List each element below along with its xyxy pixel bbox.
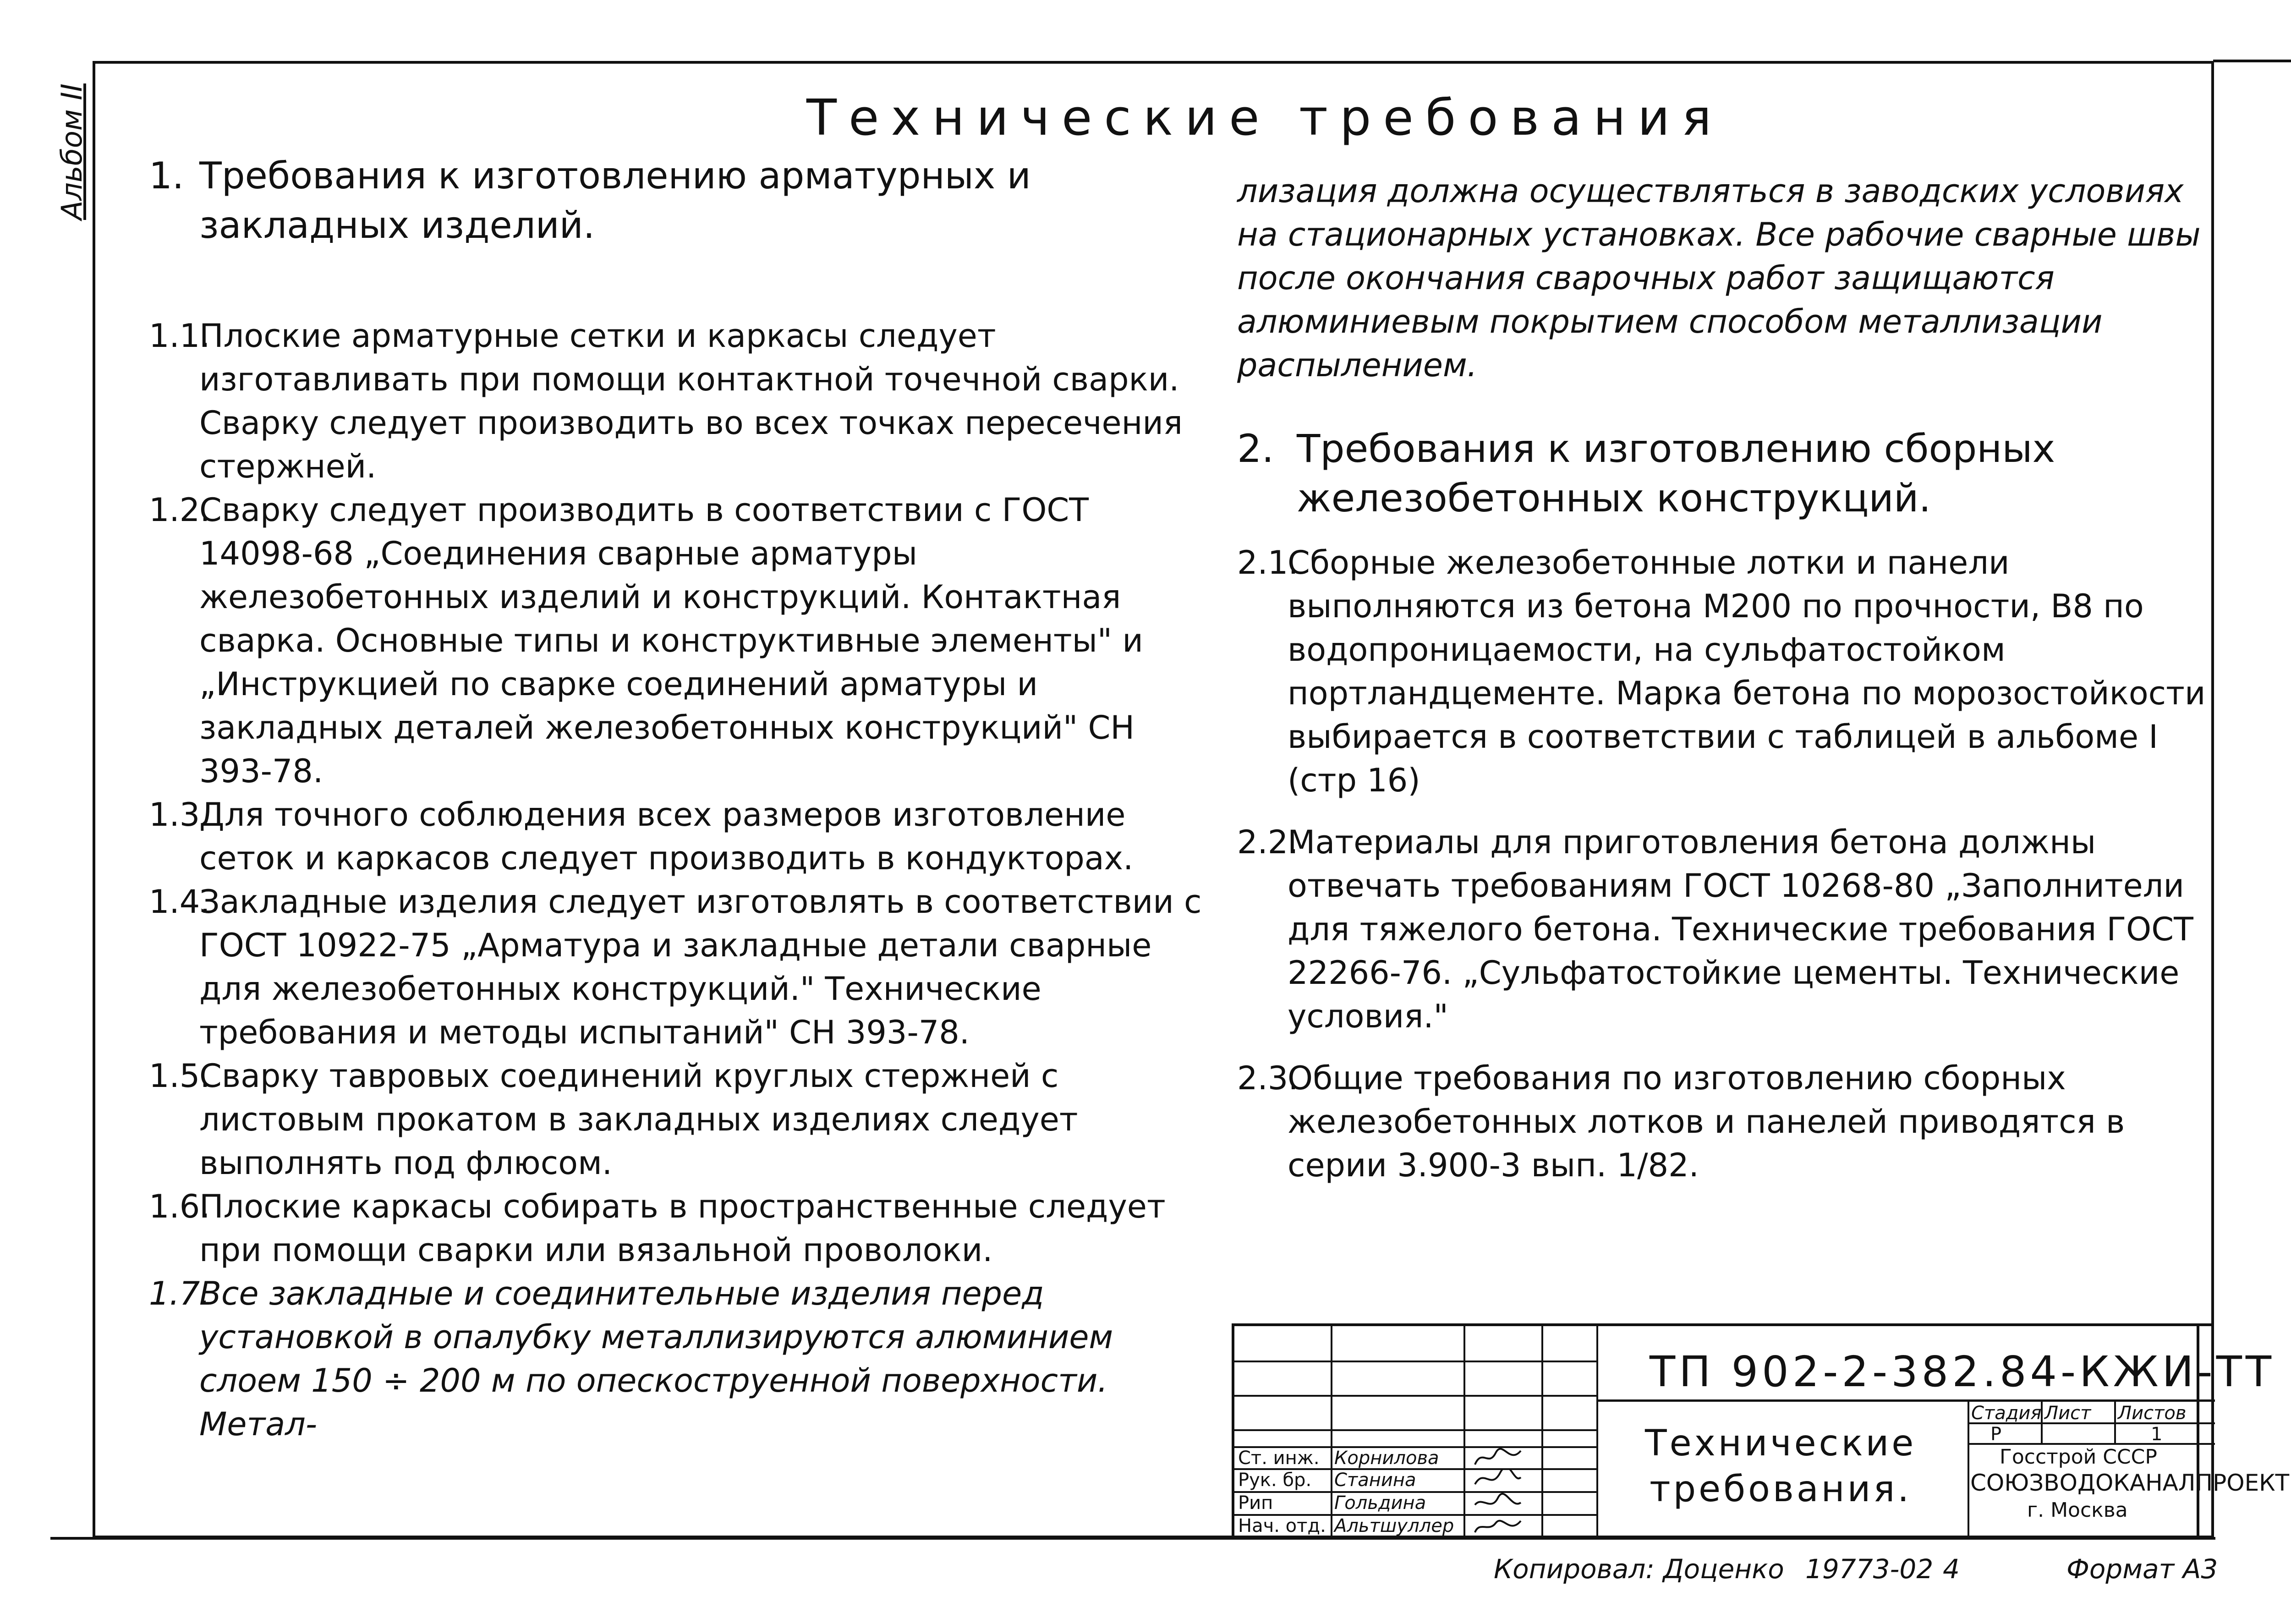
- item-1-2: [149, 488, 1207, 793]
- item-number: 1.5.: [149, 1057, 210, 1095]
- item-1-3: [149, 793, 1207, 880]
- page-title: Технические требования: [806, 89, 1724, 147]
- item-number: 1.1.: [149, 317, 210, 355]
- org-ministry: Госстрой СССР: [2000, 1445, 2157, 1469]
- item-number: 1.6.: [149, 1188, 210, 1225]
- sig-role: Ст. инж.: [1238, 1448, 1320, 1469]
- tb-line: [1234, 1395, 1596, 1397]
- copied-by: Копировал: Доценко: [1494, 1553, 1784, 1585]
- signature-icon: [1473, 1446, 1523, 1469]
- section1-heading-text: Требования к изготовлению арматурных и закладных изделий.: [199, 154, 1031, 247]
- item-text: Закладные изделия следует изготовлять в соответствии с ГОСТ 10922-75 „Арматура и закладные детали сварные для железобетонных конструкций." Технические требования и методы испытаний" СН 393-78.: [199, 883, 1202, 1051]
- album-label: Альбом II: [55, 83, 88, 220]
- item-number: 1.3.: [149, 796, 210, 834]
- stage-header: Стадия: [1971, 1403, 2042, 1424]
- tb-line: [1331, 1326, 1332, 1538]
- item-2-3: [1237, 1057, 2209, 1187]
- document-number: 19773-02: [1805, 1553, 1934, 1585]
- signature-icon: [1473, 1514, 1523, 1537]
- item-number: 1.7.: [149, 1275, 210, 1312]
- sig-name: Корнилова: [1334, 1448, 1439, 1469]
- item-text: Плоские каркасы собирать в пространственные следует при помощи сварки или вязальной проволоки.: [199, 1188, 1166, 1269]
- sig-role: Нач. отд.: [1238, 1515, 1326, 1536]
- document-title-line1: Технические: [1645, 1423, 1917, 1464]
- tb-line: [1968, 1399, 1969, 1538]
- sig-role: Рип: [1238, 1492, 1273, 1514]
- section1-heading: [149, 151, 1207, 250]
- item-text: Общие требования по изготовлению сборных железобетонных лотков и панелей приводятся в серии 3.900-3 вып. 1/82.: [1288, 1059, 2125, 1184]
- tb-line: [1234, 1361, 1596, 1362]
- item-text-continued: Сварку следует производить во всех точках пересечения стержней.: [199, 404, 1183, 485]
- item-number: 1.2.: [149, 491, 210, 529]
- sheet-header: Лист: [2044, 1403, 2091, 1424]
- sheet-format: Формат А3: [2066, 1553, 2218, 1585]
- sheets-value: 1: [2151, 1424, 2163, 1445]
- frame-top-tick: [2213, 60, 2291, 62]
- item-text: Все закладные и соединительные изделия перед установкой в опалубку металлизируются алюминием слоем 150 ÷ 200 м по опескоструенной поверхности. Метал-: [199, 1275, 1113, 1443]
- page-number: 4: [1943, 1553, 1960, 1585]
- item-1-1: [149, 314, 1207, 488]
- tb-line: [1596, 1326, 1598, 1538]
- sig-role: Рук. бр.: [1238, 1470, 1312, 1491]
- signature-icon: [1473, 1491, 1523, 1514]
- org-city: г. Москва: [2027, 1498, 2128, 1522]
- sig-name: Гольдина: [1334, 1492, 1426, 1514]
- org-institute: СОЮЗВОДОКАНАЛПРОЕКТ: [1970, 1470, 2290, 1496]
- stage-value: Р: [1990, 1424, 2002, 1445]
- item-text: Материалы для приготовления бетона должны отвечать требованиям ГОСТ 10268-80 „Заполнители для тяжелого бетона. Технические требования ГОСТ 22266-76. „Сульфатостойкие цементы. Технические условия.": [1288, 823, 2193, 1035]
- section2-heading-text: Требования к изготовлению сборных железобетонных конструкций.: [1297, 426, 2055, 521]
- document-title-line2: требования.: [1650, 1469, 1912, 1510]
- item-1-5: [149, 1054, 1207, 1185]
- item-number: 2.3.: [1237, 1059, 1299, 1097]
- item-text: Сборные железобетонные лотки и панели выполняются из бетона М200 по прочности, В8 по водопроницаемости, на сульфатостойком портландцементе. Марка бетона по морозостойкости выбирается в соответствии с таблицей в альбоме I (стр 16): [1288, 544, 2206, 799]
- item-2-1: [1237, 541, 2209, 802]
- tb-line: [1463, 1326, 1465, 1538]
- item-text: Плоские арматурные сетки и каркасы следует изготавливать при помощи контактной точечной сварки.: [199, 317, 1179, 398]
- item-text: Сварку тавровых соединений круглых стержней с листовым прокатом в закладных изделиях следует выполнять под флюсом.: [199, 1057, 1078, 1182]
- sig-name: Альтшуллер: [1334, 1515, 1454, 1536]
- tb-line: [1968, 1443, 2215, 1445]
- item-text: Сварку следует производить в соответствии с ГОСТ 14098-68 „Соединения сварные арматуры железобетонных изделий и конструкций. Контактная сварка. Основные типы и конструктивные элементы" и „Инструкцией по сварке соединений арматуры и закладных деталей железобетонных конструкций" СН 393-78.: [199, 491, 1143, 790]
- document-code: ТП 902-2-382.84-КЖИ-ТТ: [1650, 1347, 2275, 1396]
- sheets-header: Листов: [2118, 1403, 2187, 1424]
- item-2-2: [1237, 821, 2209, 1038]
- sig-name: Станина: [1334, 1470, 1416, 1491]
- tb-line: [1596, 1399, 2215, 1402]
- item-number: 1.4.: [149, 883, 210, 921]
- left-column: [149, 151, 1207, 1446]
- item-number: 2.1.: [1237, 544, 1299, 582]
- tb-line: [1234, 1429, 1596, 1431]
- item-1-4: [149, 880, 1207, 1054]
- item-1-6: [149, 1185, 1207, 1272]
- tb-line: [2114, 1399, 2116, 1443]
- section2-heading: [1237, 424, 2209, 523]
- document-title: [1645, 1421, 1916, 1512]
- right-column: [1237, 170, 2209, 1187]
- item-text: Для точного соблюдения всех размеров изготовление сеток и каркасов следует производить в кондукторах.: [199, 796, 1134, 877]
- section1-continued-text: лизация должна осуществляться в заводских условиях на стационарных установках. Все рабочие сварные швы после окончания сварочных работ защищаются алюминиевым покрытием способом металлизации распылением.: [1237, 172, 2201, 384]
- item-number: 2.2.: [1237, 823, 1299, 861]
- tb-line: [1541, 1326, 1543, 1538]
- signature-icon: [1473, 1468, 1523, 1491]
- section1-heading-number: 1.: [149, 154, 184, 197]
- section2-heading-number: 2.: [1237, 426, 1274, 471]
- item-1-7: [149, 1272, 1207, 1446]
